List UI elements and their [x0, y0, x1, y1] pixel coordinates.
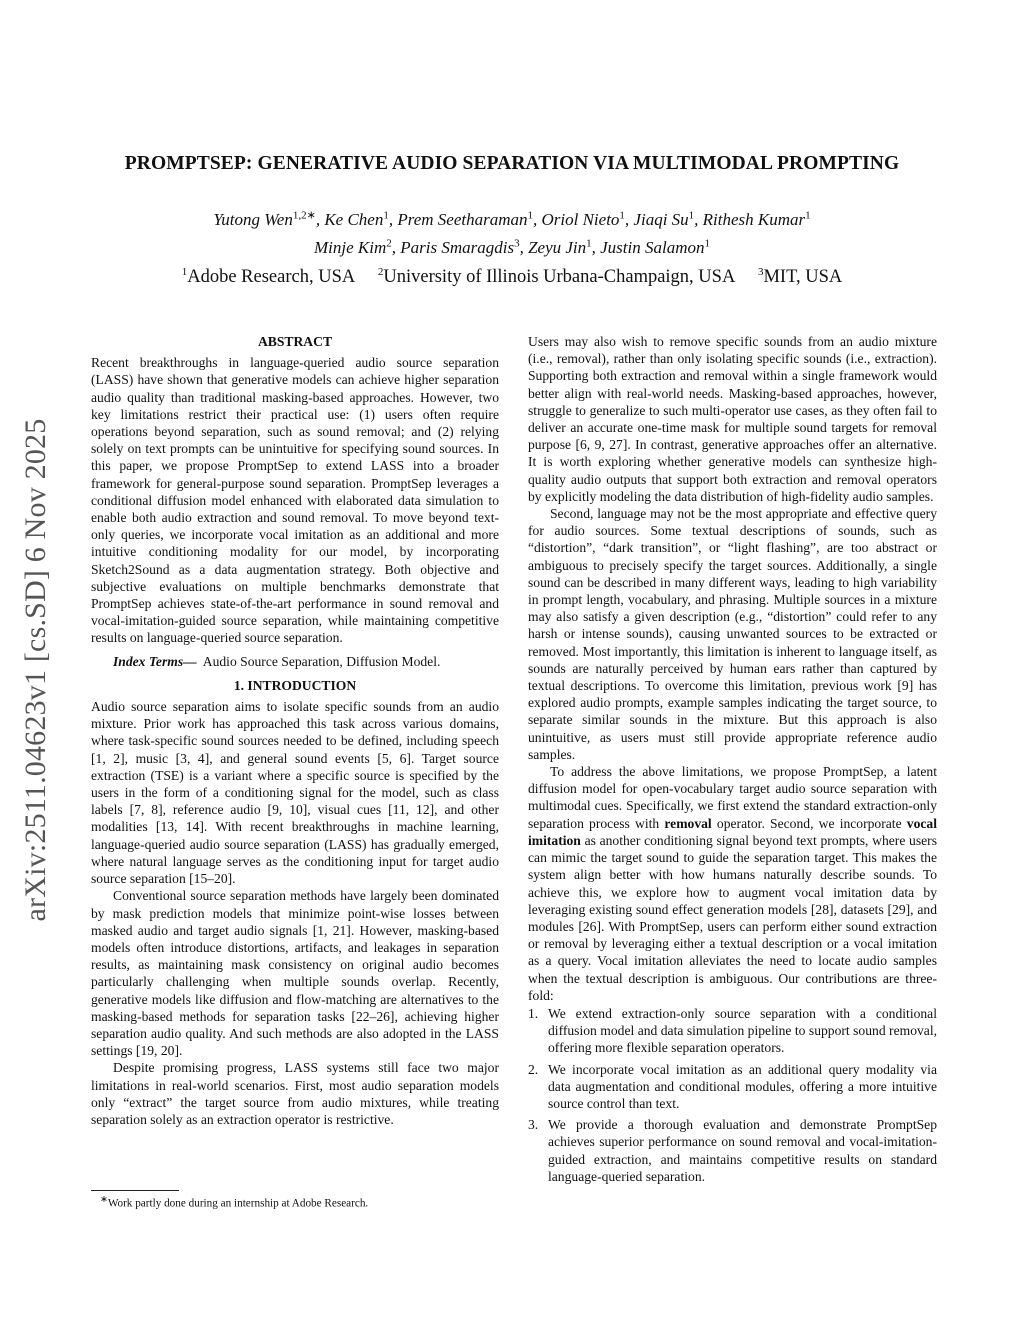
affiliation: $^3$MIT, USA	[757, 266, 843, 288]
affiliations	[60, 266, 964, 288]
contributions-list	[528, 1005, 937, 1185]
author: Oriol Nieto$^1$,	[541, 209, 634, 229]
paragraph: Conventional source separation methods have largely been dominated by mask prediction models that minimize point-wise losses between masked audio and target audio signals [1, 21]. However, masking-based models often introduce distortions, artifacts, and leakages in separation results, as maintaining mask consistency on original audio becomes particularly challenging when multiple sounds overlap. Recently, generative models like diffusion and flow-matching are alternatives to the masking-based methods for separation tasks [22–26], achieving higher separation audio quality. And such methods are also adopted in the LASS settings [19, 20].	[91, 888, 499, 1059]
abstract-text: Recent breakthroughs in language-queried audio source separation (LASS) have shown that generative models can achieve higher separation audio quality than traditional masking-based approaches. However, two key limitations restrict their practical use: (1) users often require operations beyond separation, such as sound removal; and (2) relying solely on text prompts can be unintuitive for specifying sound sources. In this paper, we propose PromptSep to extend LASS into a broader framework for general-purpose sound separation. PromptSep leverages a conditional diffusion model enhanced with elaborated data simulation to enable both audio extraction and sound removal. To move beyond text-only queries, we incorporate vocal imitation as an additional and more intuitive conditioning modality for our model, by incorporating Sketch2Sound as a data augmentation strategy. Both objective and subjective evaluations on multiple benchmarks demonstrate that PromptSep achieves state-of-the-art performance in sound removal and vocal-imitation-guided source separation, while maintaining competitive results on language-queried source separation.	[91, 355, 499, 646]
list-item: 1. We extend extraction-only source separation with a conditional diffusion model and data simulation pipeline to support sound removal, offering more flexible separation operators.	[528, 1005, 937, 1056]
author: Paris Smaragdis$^3$,	[400, 237, 529, 258]
right-column	[528, 333, 937, 1189]
arxiv-side-label	[3, 375, 69, 965]
author: Minje Kim$^2$,	[313, 237, 401, 258]
paragraph: To address the above limitations, we propose PromptSep, a latent diffusion model for open-vocabulary target audio source separation with multimodal cues. Specifically, we first extend the standard extraction-only separation process with removal operator. Second, we incorporate vocal imitation as another conditioning signal beyond text prompts, where users can mimic the target sound to guide the separation target. This makes the system align better with how humans naturally describe sounds. To achieve this, we explore how to augment vocal imitation data by leveraging existing sound effect generation models [28], datasets [29], and modules [26]. With PromptSep, users can perform either sound extraction or removal by leveraging either a textual description or a vocal imitation as a query. Vocal imitation alleviates the need to locate audio samples when the textual description is ambiguous. Our contributions are three-fold:	[528, 764, 937, 1003]
author: Prem Seetharaman$^1$,	[397, 209, 542, 229]
abstract-heading: ABSTRACT	[257, 334, 333, 349]
list-item: 2. We incorporate vocal imitation as an additional query modality via data augmentation and conditional modules, offering a more intuitive source control than text.	[528, 1061, 937, 1111]
paper-title: PROMPTSEP: GENERATIVE AUDIO SEPARATION VIA MULTIMODAL PROMPTING	[124, 153, 900, 174]
left-column	[91, 333, 499, 1128]
paragraph: Despite promising progress, LASS systems still face two major limitations in real-world scenarios. First, most audio separation models only “extract” the target source from audio mixtures, while treating separation solely as an extraction operator is restrictive.	[91, 1060, 499, 1127]
footnote: ∗Work partly done during an internship at Adobe Research.	[100, 1195, 369, 1210]
footnote-rule	[91, 1190, 179, 1191]
affiliation: $^2$University of Illinois Urbana-Champaign, USA	[377, 266, 736, 288]
paragraph: Second, language may not be the most appropriate and effective query for audio sources. Some textual descriptions of sounds, such as “distortion”, “dark transition”, or “light flashing”, are too abstract or ambiguous to precisely specify the target sources. Additionally, a single sound can be described in many different ways, leading to high variability in prompt length, vocabulary, and phrasing. Multiple sources in a mixture may also satisfy a given description (e.g., “distortion” could refer to any harsh or intense sounds), causing unwanted sources to be extracted or removed. Most importantly, this limitation is inherent to language itself, as sounds are naturally perceived by human ears rather than captured by textual descriptions. To overcome this limitation, previous work [9] has explored audio prompts, example samples indicating the target source, to separate similar sounds in the mixture. But this approach is also unintuitive, as users must still provide appropriate reference audio samples.	[528, 506, 937, 762]
list-item: 3. We provide a thorough evaluation and demonstrate PromptSep achieves superior performance on sound removal and vocal-imitation-guided extraction, and maintains competitive results on standard language-queried separation.	[528, 1117, 937, 1184]
author-list	[60, 203, 964, 260]
arxiv-identifier: arXiv:2511.04623v1 [cs.SD] 6 Nov 2025	[19, 418, 52, 922]
author: Yutong Wen$^{1,2∗}$,	[213, 209, 325, 229]
author: Jiaqi Su$^1$,	[633, 209, 703, 229]
author: Zeyu Jin$^1$,	[528, 237, 601, 258]
author: Rithesh Kumar$^1$	[702, 209, 811, 229]
paragraph: Users may also wish to remove specific sounds from an audio mixture (i.e., removal), rather than only isolating specific sounds (i.e., extraction). Supporting both extraction and removal within a single framework would better align with real-world needs. Masking-based approaches, however, struggle to generalize to such multi-operator use cases, as they often fail to deliver an accurate one-time mask for multiple sound targets for removal purpose [6, 9, 27]. In contrast, generative approaches offer an alternative. It is worth exploring whether generative models can synthesize high-quality audio outputs that support both extraction and removal operators by explicitly modeling the data distribution of high-fidelity audio samples.	[528, 334, 937, 504]
section-heading-introduction: 1. INTRODUCTION	[233, 677, 357, 693]
index-terms: Index Terms— Audio Source Separation, Diffusion Model.	[113, 653, 441, 669]
paragraph: Audio source separation aims to isolate specific sounds from an audio mixture. Prior work has approached this task across various domains, where task-specific sound sources needed to be defined, including speech [1, 2], music [3, 4], and general sound events [5, 6]. Target source extraction (TSE) is a variant where a specific source is specified by the users in the form of a conditioning signal for the model, such as class labels [7, 8], reference audio [9, 10], visual cues [11, 12], and other modalities [13, 14]. With recent breakthroughs in machine learning, language-queried audio source separation (LASS) has gradually emerged, where natural language serves as the conditioning input for target audio source separation [15–20].	[91, 699, 499, 887]
author: Justin Salamon$^1$	[600, 237, 710, 258]
author: Ke Chen$^1$,	[324, 209, 398, 229]
affiliation: $^1$Adobe Research, USA	[181, 266, 356, 288]
